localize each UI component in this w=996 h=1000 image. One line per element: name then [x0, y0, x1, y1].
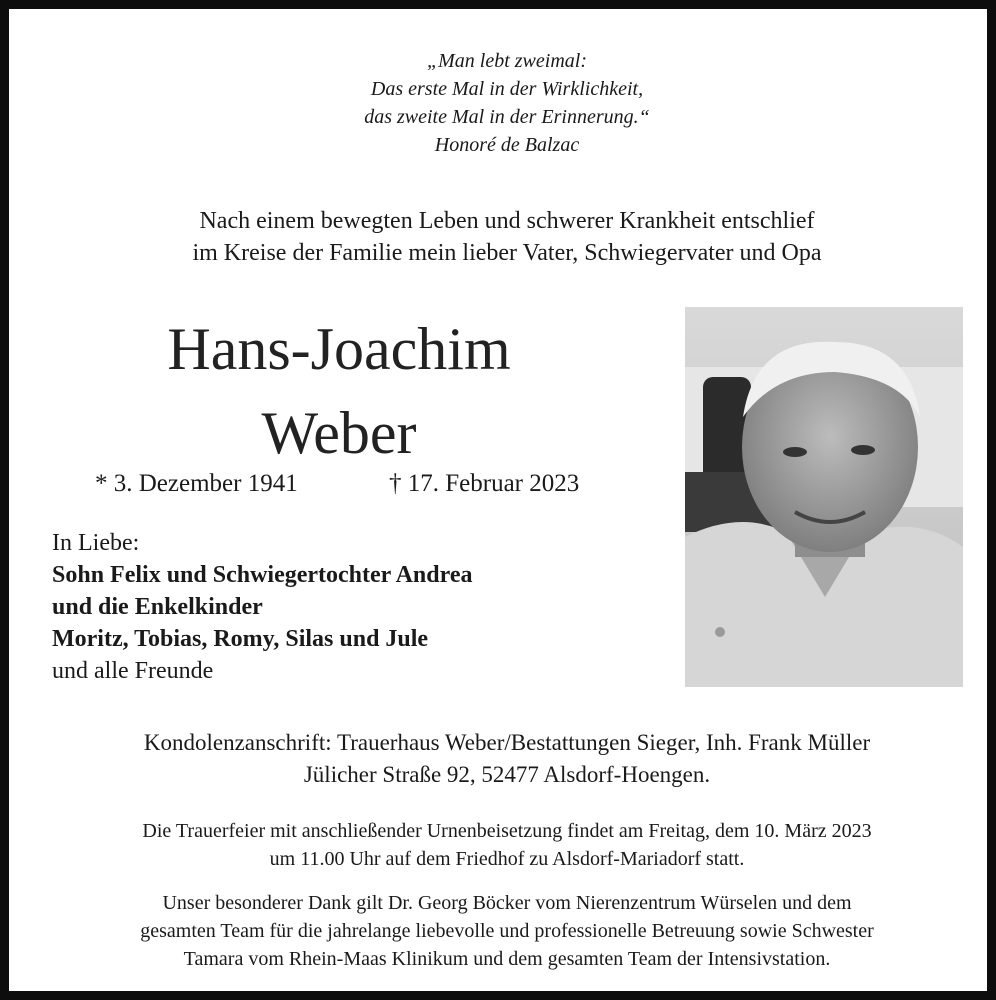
ceremony-line: Die Trauerfeier mit anschließender Urnenbeisetzung findet am Freitag, dem 10. März 2023: [142, 820, 872, 842]
mourners-line: Sohn Felix und Schwiegertochter Andrea: [52, 562, 473, 588]
quote-author: Honoré de Balzac: [434, 134, 580, 156]
intro-text: [9, 205, 996, 269]
intro-line: im Kreise der Familie mein lieber Vater, Schwiegervater und Opa: [192, 240, 822, 266]
birth-date: * 3. Dezember 1941: [95, 470, 298, 497]
mourners-line: und alle Freunde: [52, 658, 214, 684]
condolence-line: Kondolenzanschrift: Trauerhaus Weber/Bestattungen Sieger, Inh. Frank Müller: [143, 730, 871, 755]
condolence-line: Jülicher Straße 92, 52477 Alsdorf-Hoengen.: [303, 762, 711, 787]
portrait-image: [685, 307, 963, 687]
intro-line: Nach einem bewegten Leben und schwerer Krankheit entschlief: [199, 208, 815, 234]
quote-line: Das erste Mal in der Wirklichkeit,: [370, 78, 644, 100]
deceased-first-name: Hans-Joachim: [167, 316, 511, 382]
thanks-line: Unser besonderer Dank gilt Dr. Georg Böcker vom Nierenzentrum Würselen und dem: [162, 892, 852, 914]
mourners-block: [52, 527, 472, 687]
deceased-last-name: Weber: [261, 400, 417, 466]
quote-line: „Man lebt zweimal:: [427, 50, 587, 72]
quote-block: [9, 47, 996, 159]
condolence-address: [9, 727, 996, 791]
portrait-photo: [685, 307, 963, 687]
mourners-line: Moritz, Tobias, Romy, Silas und Jule: [52, 626, 429, 652]
ceremony-info: [9, 817, 996, 873]
thanks-line: gesamten Team für die jahrelange liebevolle und professionelle Betreuung sowie Schwester: [140, 920, 874, 942]
death-date: † 17. Februar 2023: [389, 470, 580, 497]
thanks-line: Tamara vom Rhein-Maas Klinikum und dem gesamten Team der Intensivstation.: [183, 948, 831, 970]
thanks-text: [9, 889, 996, 973]
quote-line: das zweite Mal in der Erinnerung.“: [364, 106, 650, 128]
ceremony-line: um 11.00 Uhr auf dem Friedhof zu Alsdorf-Mariadorf statt.: [269, 848, 745, 870]
mourners-heading: In Liebe:: [52, 530, 140, 556]
mourners-line: und die Enkelkinder: [52, 594, 263, 620]
